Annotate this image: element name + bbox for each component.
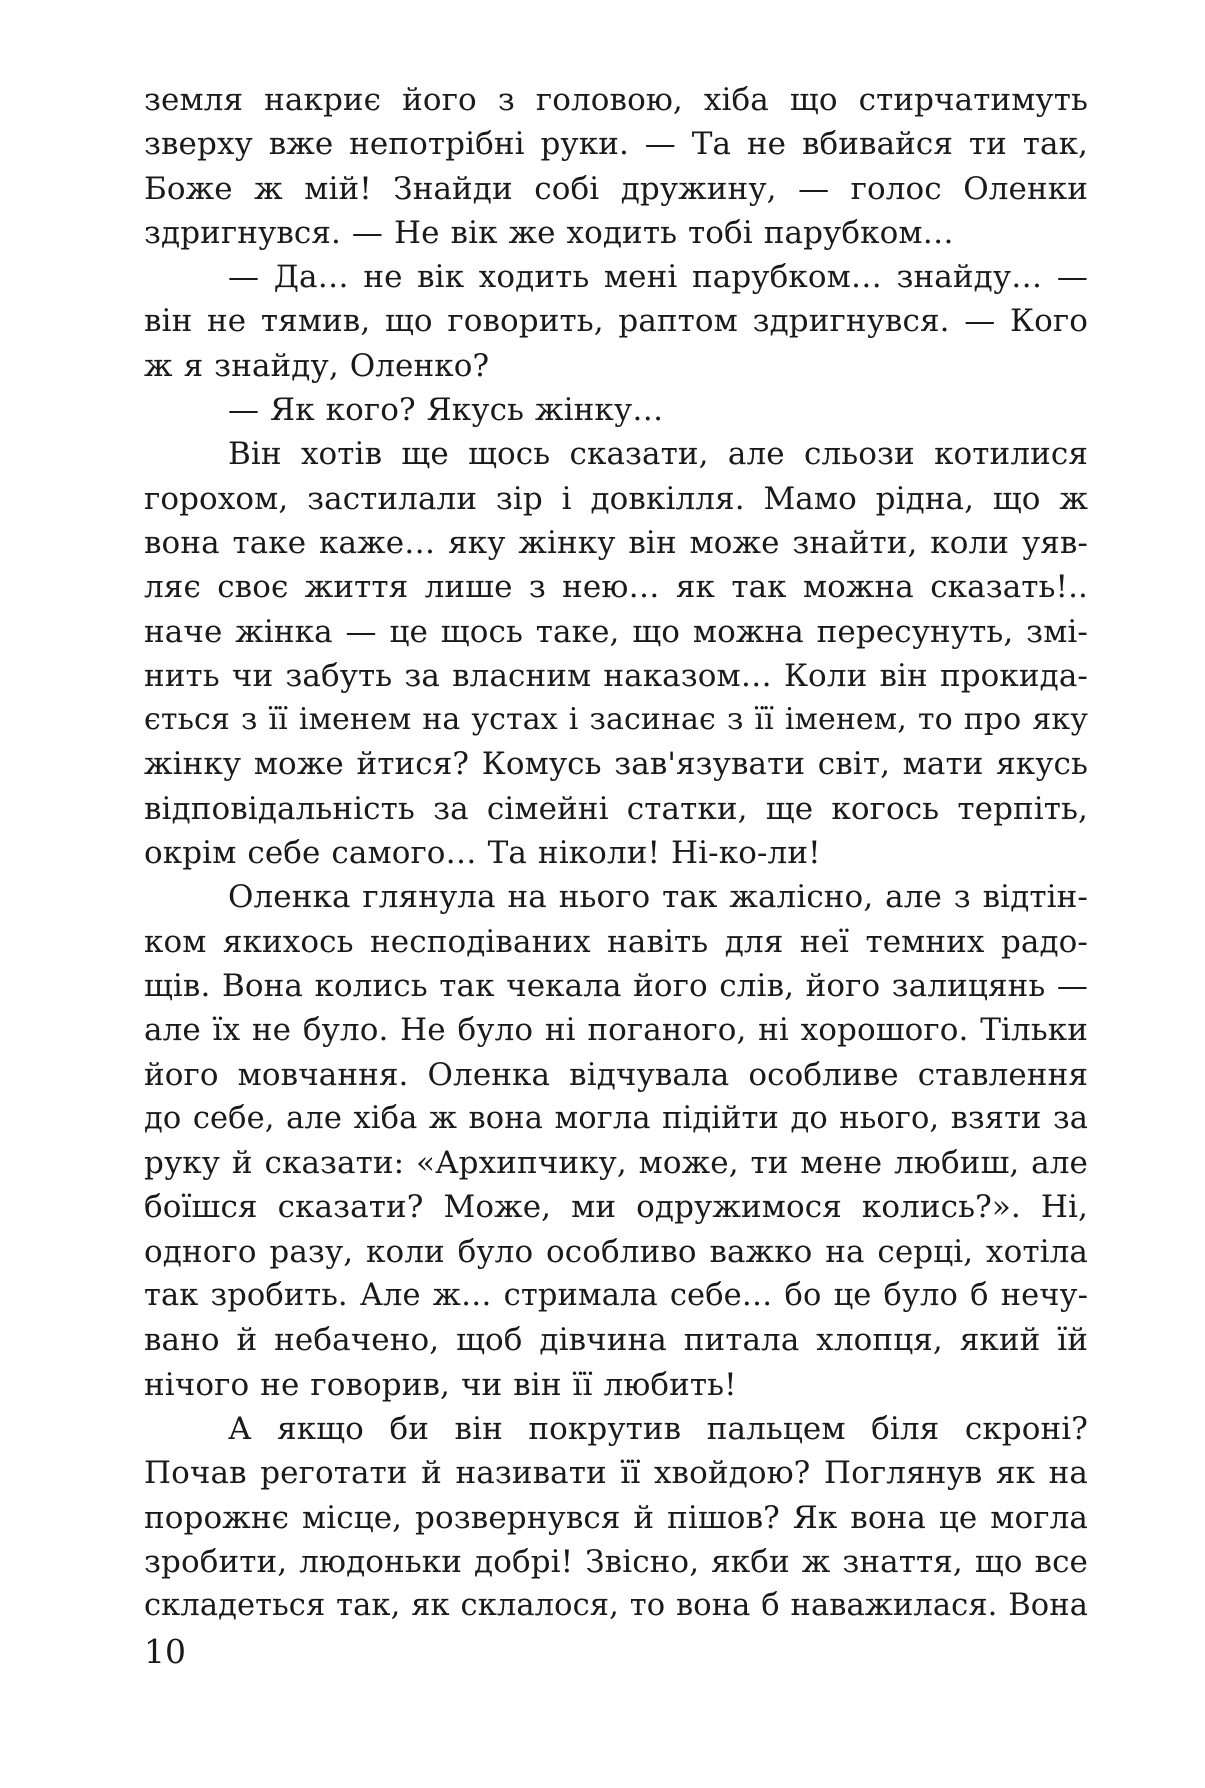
text-line: земля накриє його з головою, хіба що стирчатимуть bbox=[144, 82, 1088, 118]
text-line: нічого не говорив, чи він її любить! bbox=[144, 1366, 737, 1403]
text-line: відповідальність за сімейні статки, ще когось терпіть, bbox=[144, 790, 1088, 827]
text-line: але їх не було. Не було ні поганого, ні хорошого. Тільки bbox=[144, 1012, 1088, 1049]
text-line: ляє своє життя лише з нею… як так можна сказать!.. bbox=[144, 569, 1088, 606]
text-line: наче жінка — це щось таке, що можна пересунуть, змі- bbox=[144, 613, 1088, 650]
text-line: вона таке каже… яку жінку він може знайти, коли уяв- bbox=[144, 524, 1088, 561]
text-line: вано й небачено, щоб дівчина питала хлопця, який їй bbox=[144, 1322, 1088, 1359]
text-line: ж я знайду, Оленко? bbox=[144, 347, 490, 384]
text-line: Оленка глянула на нього так жалісно, але з відтін- bbox=[228, 879, 1088, 916]
body-text bbox=[144, 78, 1088, 1628]
text-line: нить чи забуть за власним наказом… Коли він прокида- bbox=[144, 657, 1088, 694]
text-line: здригнувся. — Не вік же ходить тобі парубком… bbox=[144, 214, 954, 251]
page-number: 10 bbox=[144, 1632, 186, 1671]
text-line: так зробить. Але ж… стримала себе… бо це було б нечу- bbox=[144, 1278, 1088, 1314]
text-line: окрім себе самого… Та ніколи! Ні-ко-ли! bbox=[144, 835, 821, 872]
text-line: А якщо би він покрутив пальцем біля скроні? bbox=[228, 1410, 1088, 1447]
text-line: жінку може йтися? Комусь зав'язувати світ, мати якусь bbox=[144, 746, 1088, 783]
text-line: боїшся сказати? Може, ми одружимося колись?». Ні, bbox=[144, 1189, 1088, 1226]
text-line: Боже ж мій! Знайди собі дружину, — голос Оленки bbox=[144, 170, 1088, 207]
text-line: до себе, але хіба ж вона могла підійти до нього, взяти за bbox=[144, 1100, 1088, 1136]
text-line: щів. Вона колись так чекала його слів, його залицянь — bbox=[144, 967, 1088, 1004]
text-line: порожнє місце, розвернувся й пішов? Як вона це могла bbox=[144, 1499, 1088, 1536]
text-line: його мовчання. Оленка відчувала особливе ставлення bbox=[144, 1056, 1088, 1093]
text-line: зверху вже непотрібні руки. — Та не вбивайся ти так, bbox=[144, 126, 1088, 163]
text-line: ком якихось несподіваних навіть для неї темних радо- bbox=[144, 923, 1088, 960]
text-line: він не тямив, що говорить, раптом здригнувся. — Кого bbox=[144, 303, 1088, 340]
text-line: складеться так, як склалося, то вона б наважилася. Вона bbox=[144, 1588, 1088, 1624]
text-line: Почав реготати й називати її хвойдою? Поглянув як на bbox=[144, 1455, 1088, 1492]
text-line: руку й сказати: «Архипчику, може, ти мене любиш, але bbox=[144, 1145, 1088, 1182]
text-line: зробити, людоньки добрі! Звісно, якби ж знаття, що все bbox=[144, 1543, 1088, 1580]
text-line: Він хотів ще щось сказати, але сльози котилися bbox=[228, 436, 1088, 473]
text-line: — Да… не вік ходить мені парубком… знайду… — bbox=[228, 259, 1088, 296]
text-line: горохом, застилали зір і довкілля. Мамо рідна, що ж bbox=[144, 480, 1088, 517]
text-line: ється з її іменем на устах і засинає з її іменем, то про яку bbox=[144, 702, 1088, 738]
text-line: — Як кого? Якусь жінку… bbox=[228, 392, 664, 429]
text-line: одного разу, коли було особливо важко на серці, хотіла bbox=[144, 1233, 1088, 1270]
